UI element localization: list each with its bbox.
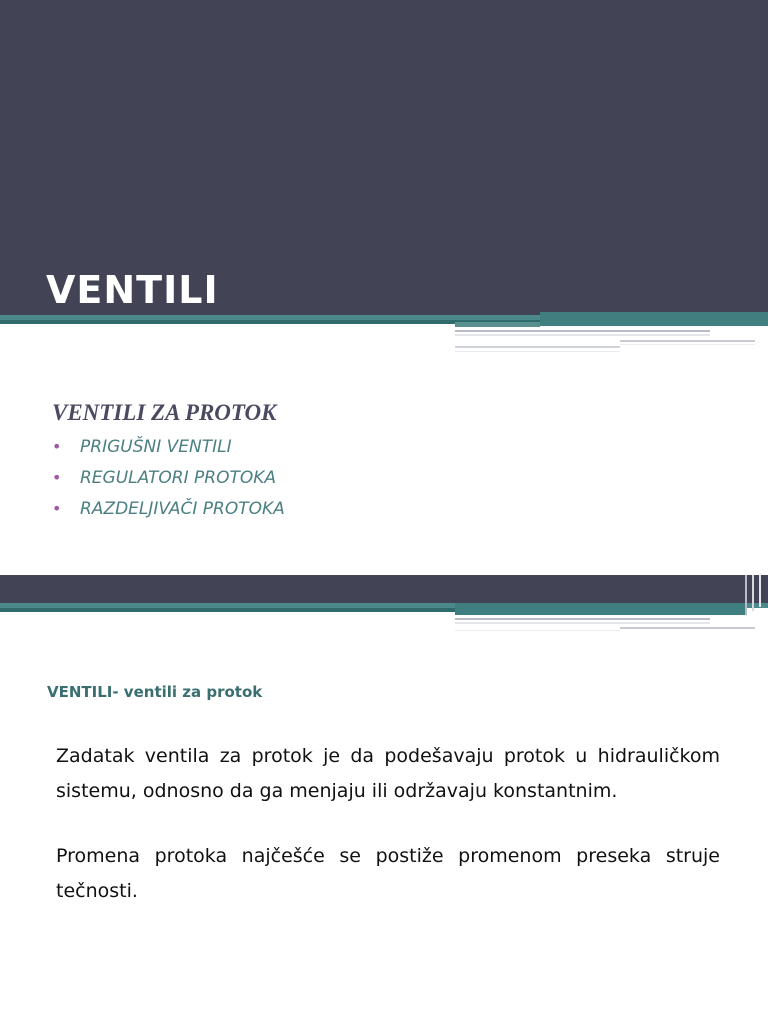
slide-1-subtitle: VENTILI ZA PROTOK: [52, 400, 277, 425]
list-item-label: PRIGUŠNI VENTILI: [80, 437, 232, 457]
list-item: [52, 498, 285, 529]
list-item: [52, 467, 285, 498]
bullet-dot-icon: •: [52, 437, 62, 456]
body-paragraph: Promena protoka najčešće se postiže promenom preseka struje tečnosti.: [56, 845, 720, 902]
list-item-label: REGULATORI PROTOKA: [80, 468, 277, 488]
slide-1-bullet-list: [52, 436, 285, 529]
slide-1-title: VENTILI: [46, 268, 219, 312]
slide-2-body: [56, 739, 720, 939]
slide-2: [0, 575, 768, 1024]
body-paragraph: Zadatak ventila za protok je da podešavaju protok u hidrauličkom sistemu, odnosno da ga menjaju ili održavaju konstantnim.: [56, 745, 720, 802]
slide-2-title: VENTILI- ventili za protok: [47, 683, 263, 701]
list-item-label: RAZDELJIVAČI PROTOKA: [80, 499, 285, 519]
slide-2-header-band: [0, 575, 768, 603]
list-item: [52, 436, 285, 467]
bullet-dot-icon: •: [52, 499, 62, 518]
bullet-dot-icon: •: [52, 468, 62, 487]
